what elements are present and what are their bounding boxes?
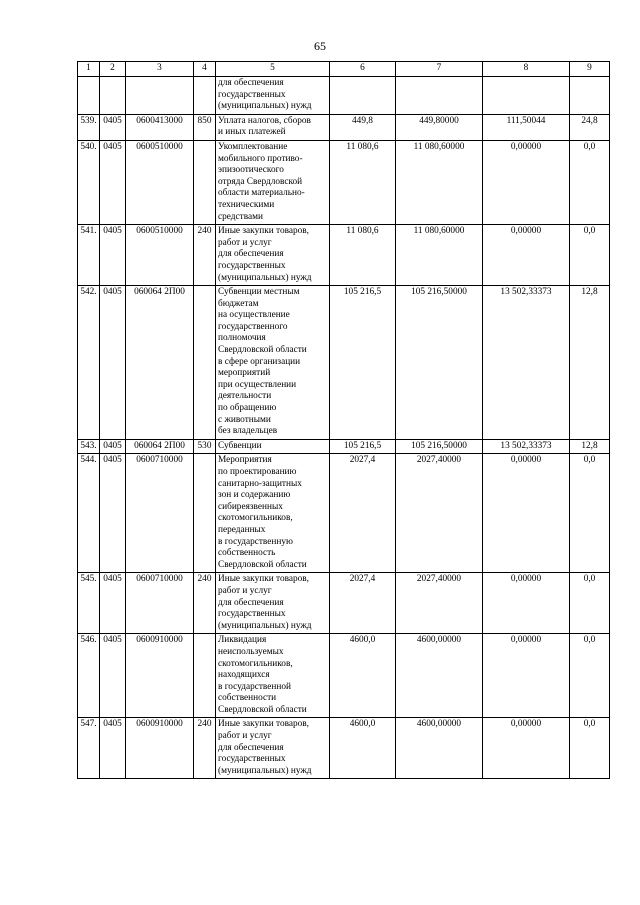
item-name: Ликвидация неиспользуемых скотомогильников, находящихся в государственной собственности Свердловской области	[216, 634, 330, 718]
section-code: 0405	[100, 225, 126, 286]
percent-col9: 0,0	[570, 718, 610, 779]
header-row	[78, 62, 610, 77]
value-col6: 449,8	[330, 114, 396, 140]
table-row	[78, 718, 610, 779]
row-number: 546.	[78, 634, 100, 718]
row-number: 545.	[78, 573, 100, 634]
row-number: 544.	[78, 454, 100, 573]
value-col8: 111,50044	[483, 114, 570, 140]
target-code: 060064 2П00	[126, 439, 194, 454]
column-header-2: 2	[100, 62, 126, 77]
table-row	[78, 573, 610, 634]
table-row	[78, 77, 610, 115]
row-number: 541.	[78, 225, 100, 286]
value-col8: 0,00000	[483, 634, 570, 718]
item-name: для обеспечения государственных (муниципальных) нужд	[216, 77, 330, 115]
value-col8: 0,00000	[483, 225, 570, 286]
table-row	[78, 114, 610, 140]
row-number: 547.	[78, 718, 100, 779]
value-col8: 13 502,33373	[483, 439, 570, 454]
value-col6: 11 080,6	[330, 140, 396, 224]
percent-col9: 0,0	[570, 573, 610, 634]
column-header-5: 5	[216, 62, 330, 77]
table-row	[78, 439, 610, 454]
value-col7: 4600,00000	[396, 718, 483, 779]
value-col6: 4600,0	[330, 634, 396, 718]
value-col6: 11 080,6	[330, 225, 396, 286]
table-row	[78, 634, 610, 718]
row-number: 540.	[78, 140, 100, 224]
table-row	[78, 225, 610, 286]
value-col7: 4600,00000	[396, 634, 483, 718]
target-code: 0600510000	[126, 225, 194, 286]
item-name: Уплата налогов, сборов и иных платежей	[216, 114, 330, 140]
column-header-4: 4	[194, 62, 216, 77]
target-code: 0600510000	[126, 140, 194, 224]
item-name: Мероприятия по проектированию санитарно-защитных зон и содержанию сибиреязвенных скотомогильников, переданных в государственную собственность Свердловской области	[216, 454, 330, 573]
page-number: 65	[314, 39, 326, 53]
value-col7: 449,80000	[396, 114, 483, 140]
target-code: 0600413000	[126, 114, 194, 140]
percent-col9: 0,0	[570, 634, 610, 718]
percent-col9: 0,0	[570, 140, 610, 224]
column-header-1: 1	[78, 62, 100, 77]
target-code	[126, 77, 194, 115]
value-col7	[396, 77, 483, 115]
expense-type: 240	[194, 573, 216, 634]
value-col6: 2027,4	[330, 454, 396, 573]
percent-col9	[570, 77, 610, 115]
column-header-9: 9	[570, 62, 610, 77]
row-number	[78, 77, 100, 115]
value-col8: 0,00000	[483, 573, 570, 634]
table-body	[78, 77, 610, 779]
value-col7: 2027,40000	[396, 454, 483, 573]
section-code: 0405	[100, 140, 126, 224]
item-name: Иные закупки товаров, работ и услуг для обеспечения государственных (муниципальных) нужд	[216, 573, 330, 634]
section-code: 0405	[100, 718, 126, 779]
item-name: Субвенции	[216, 439, 330, 454]
percent-col9: 12,8	[570, 286, 610, 440]
target-code: 0600910000	[126, 634, 194, 718]
section-code: 0405	[100, 286, 126, 440]
value-col8: 0,00000	[483, 454, 570, 573]
value-col7: 11 080,60000	[396, 140, 483, 224]
item-name: Субвенции местным бюджетам на осуществление государственного полномочия Свердловской области в сфере организации мероприятий при осуществлении деятельности по обращению с животными без владельцев	[216, 286, 330, 440]
expense-type: 850	[194, 114, 216, 140]
value-col8: 0,00000	[483, 140, 570, 224]
expense-type	[194, 286, 216, 440]
expense-type: 530	[194, 439, 216, 454]
value-col7: 11 080,60000	[396, 225, 483, 286]
value-col8: 13 502,33373	[483, 286, 570, 440]
target-code: 0600710000	[126, 573, 194, 634]
percent-col9: 0,0	[570, 225, 610, 286]
value-col7: 2027,40000	[396, 573, 483, 634]
row-number: 543.	[78, 439, 100, 454]
target-code: 060064 2П00	[126, 286, 194, 440]
item-name: Иные закупки товаров, работ и услуг для обеспечения государственных (муниципальных) нужд	[216, 225, 330, 286]
expense-type	[194, 454, 216, 573]
table-row	[78, 454, 610, 573]
column-header-6: 6	[330, 62, 396, 77]
section-code: 0405	[100, 634, 126, 718]
value-col7: 105 216,50000	[396, 439, 483, 454]
value-col7: 105 216,50000	[396, 286, 483, 440]
percent-col9: 12,8	[570, 439, 610, 454]
column-header-7: 7	[396, 62, 483, 77]
item-name: Укомплектование мобильного противо- эпизоотического отряда Свердловской области материально- техническими средствами	[216, 140, 330, 224]
value-col6: 4600,0	[330, 718, 396, 779]
expense-type	[194, 77, 216, 115]
table-row	[78, 140, 610, 224]
row-number: 539.	[78, 114, 100, 140]
value-col8	[483, 77, 570, 115]
budget-table	[77, 61, 610, 779]
target-code: 0600710000	[126, 454, 194, 573]
expense-type	[194, 140, 216, 224]
column-header-8: 8	[483, 62, 570, 77]
value-col6: 105 216,5	[330, 286, 396, 440]
value-col6: 2027,4	[330, 573, 396, 634]
item-name: Иные закупки товаров, работ и услуг для обеспечения государственных (муниципальных) нужд	[216, 718, 330, 779]
table-row	[78, 286, 610, 440]
expense-type	[194, 634, 216, 718]
section-code: 0405	[100, 454, 126, 573]
target-code: 0600910000	[126, 718, 194, 779]
row-number: 542.	[78, 286, 100, 440]
expense-type: 240	[194, 225, 216, 286]
expense-type: 240	[194, 718, 216, 779]
section-code: 0405	[100, 114, 126, 140]
value-col6: 105 216,5	[330, 439, 396, 454]
section-code	[100, 77, 126, 115]
percent-col9: 24,8	[570, 114, 610, 140]
value-col8: 0,00000	[483, 718, 570, 779]
value-col6	[330, 77, 396, 115]
section-code: 0405	[100, 573, 126, 634]
column-header-3: 3	[126, 62, 194, 77]
percent-col9: 0,0	[570, 454, 610, 573]
section-code: 0405	[100, 439, 126, 454]
